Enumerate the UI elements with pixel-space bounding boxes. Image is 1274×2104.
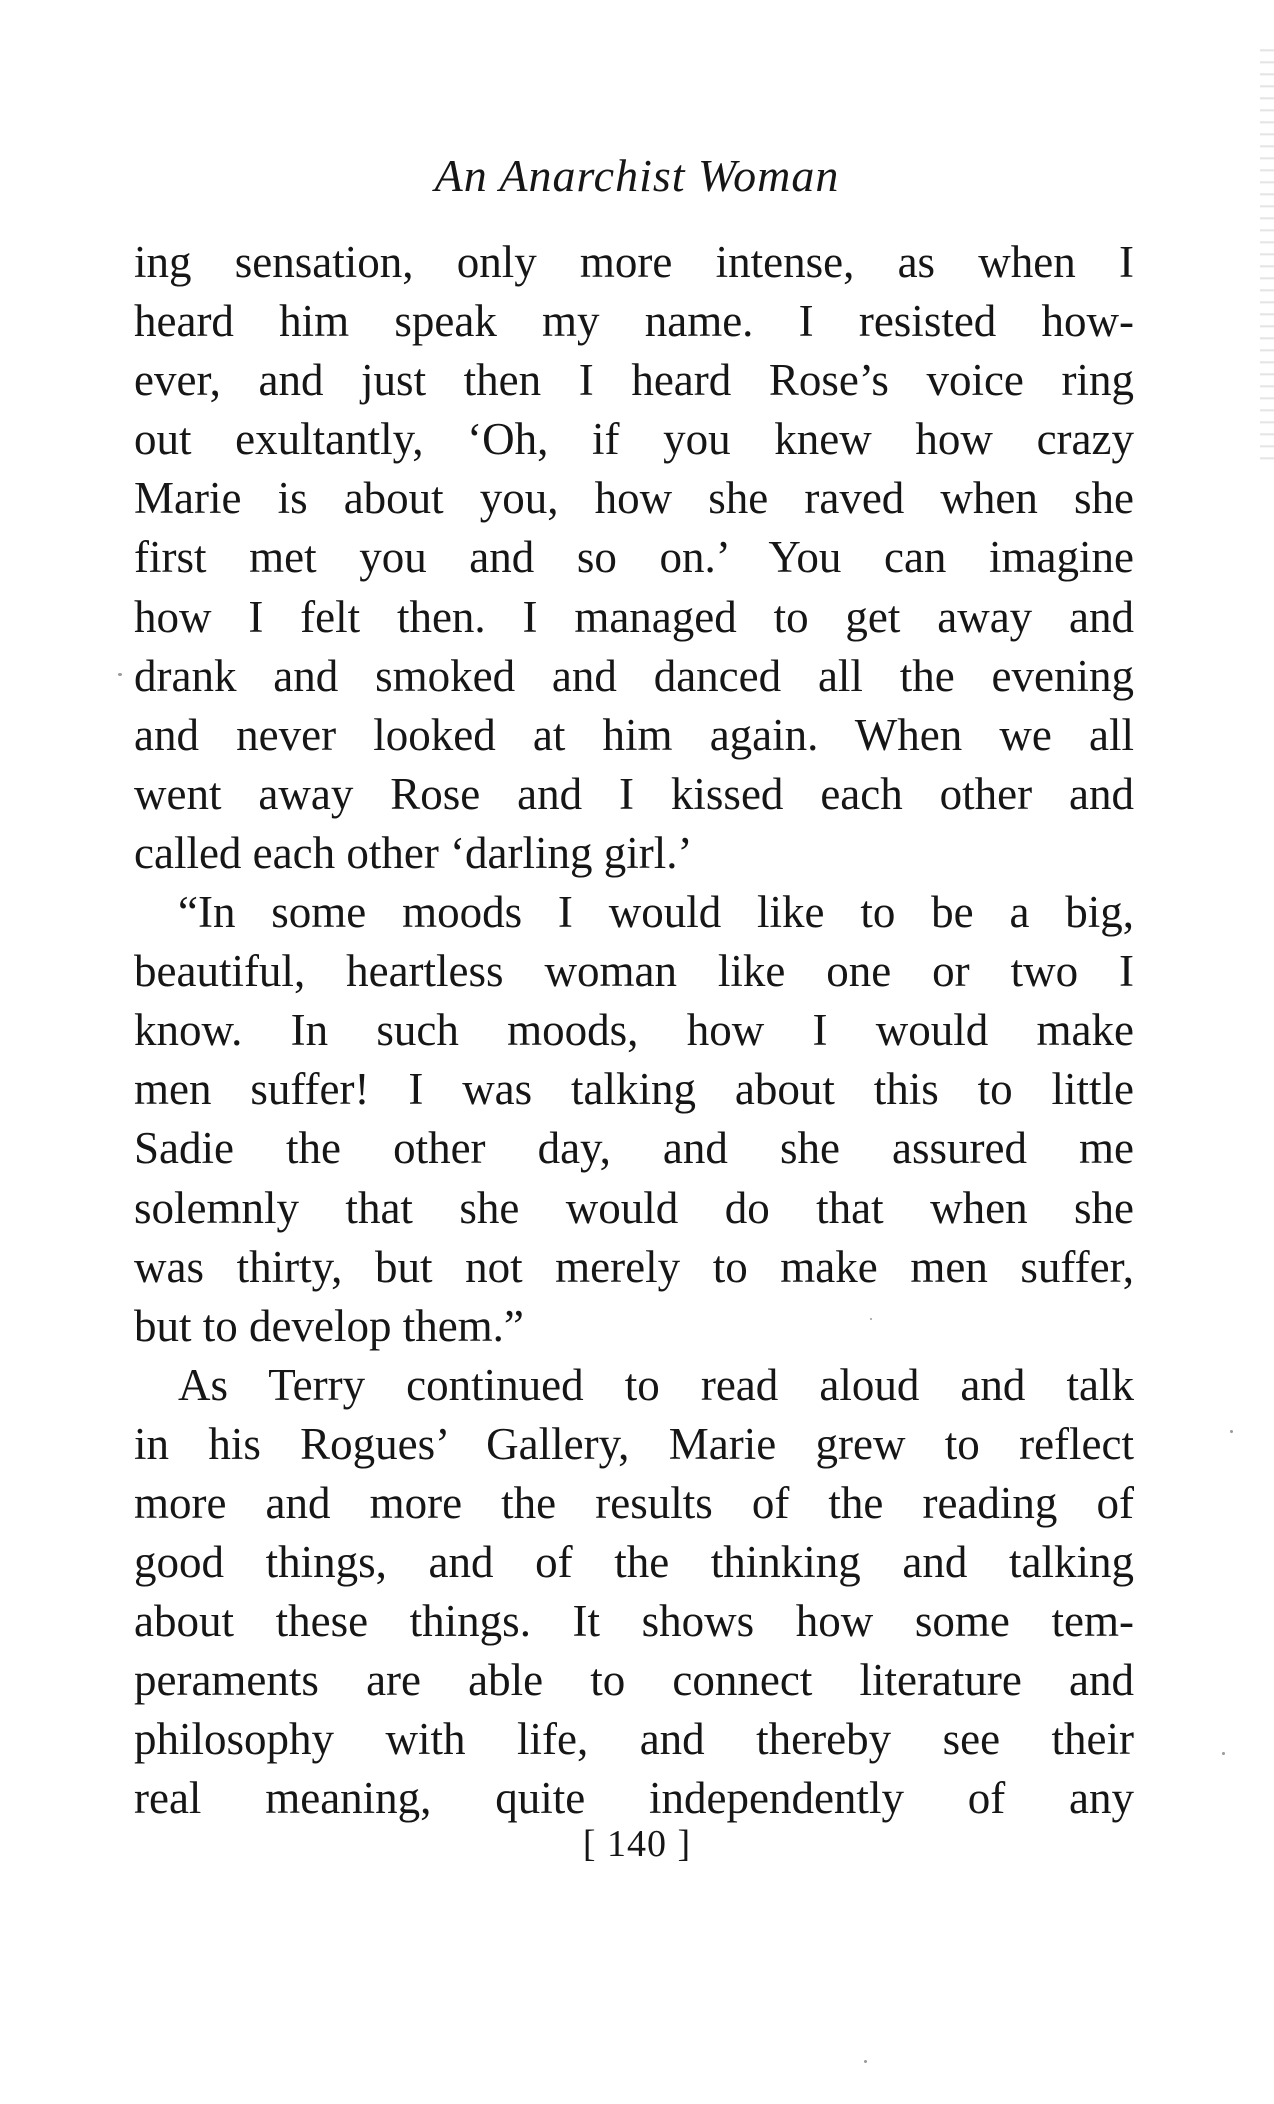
text-line: about these things. It shows how some tem- [134, 1596, 1134, 1647]
paper-speck [1222, 1752, 1225, 1755]
text-line: ing sensation, only more intense, as when I [134, 237, 1134, 287]
paper-speck [118, 673, 122, 676]
paragraph-start-line: As Terry continued to read aloud and talk [178, 1359, 1134, 1410]
text-line: but to develop them.” [134, 1300, 524, 1351]
text-line: called each other ‘darling girl.’ [134, 827, 693, 878]
text-line: was thirty, but not merely to make men suffer, [134, 1241, 1134, 1292]
paragraph-start-line: “In some moods I would like to be a big, [178, 887, 1134, 938]
text-line: out exultantly, ‘Oh, if you knew how crazy [134, 414, 1134, 465]
text-line: drank and smoked and danced all the evening [134, 650, 1134, 701]
text-line: and never looked at him again. When we all [134, 709, 1134, 760]
body-text [134, 233, 1134, 1829]
text-line: went away Rose and I kissed each other and [134, 768, 1134, 819]
page-number: [ 140 ] [582, 1823, 692, 1865]
text-line: Marie is about you, how she raved when she [134, 473, 1134, 524]
text-line: Sadie the other day, and she assured me [134, 1123, 1134, 1174]
text-line: ever, and just then I heard Rose’s voice ring [134, 355, 1134, 406]
text-line: beautiful, heartless woman like one or two I [134, 946, 1134, 997]
text-line: men suffer! I was talking about this to little [134, 1064, 1134, 1115]
text-line: solemnly that she would do that when she [134, 1182, 1134, 1233]
text-line: more and more the results of the reading of [134, 1477, 1134, 1528]
text-line: how I felt then. I managed to get away and [134, 591, 1134, 642]
paper-speck [870, 1318, 872, 1320]
text-line: real meaning, quite independently of any [134, 1773, 1134, 1824]
text-line: good things, and of the thinking and talking [134, 1537, 1134, 1588]
running-head: An Anarchist Woman [434, 150, 840, 201]
text-line: in his Rogues’ Gallery, Marie grew to reflect [134, 1418, 1134, 1469]
text-line: philosophy with life, and thereby see their [134, 1714, 1134, 1765]
text-line: first met you and so on.’ You can imagine [134, 532, 1134, 583]
paper-speck [864, 2060, 867, 2063]
text-line: heard him speak my name. I resisted how- [134, 296, 1134, 347]
paper-speck [1230, 1430, 1233, 1433]
text-line: peraments are able to connect literature and [134, 1655, 1134, 1706]
page-edge-mark [1260, 40, 1274, 460]
text-line: know. In such moods, how I would make [134, 1005, 1134, 1056]
